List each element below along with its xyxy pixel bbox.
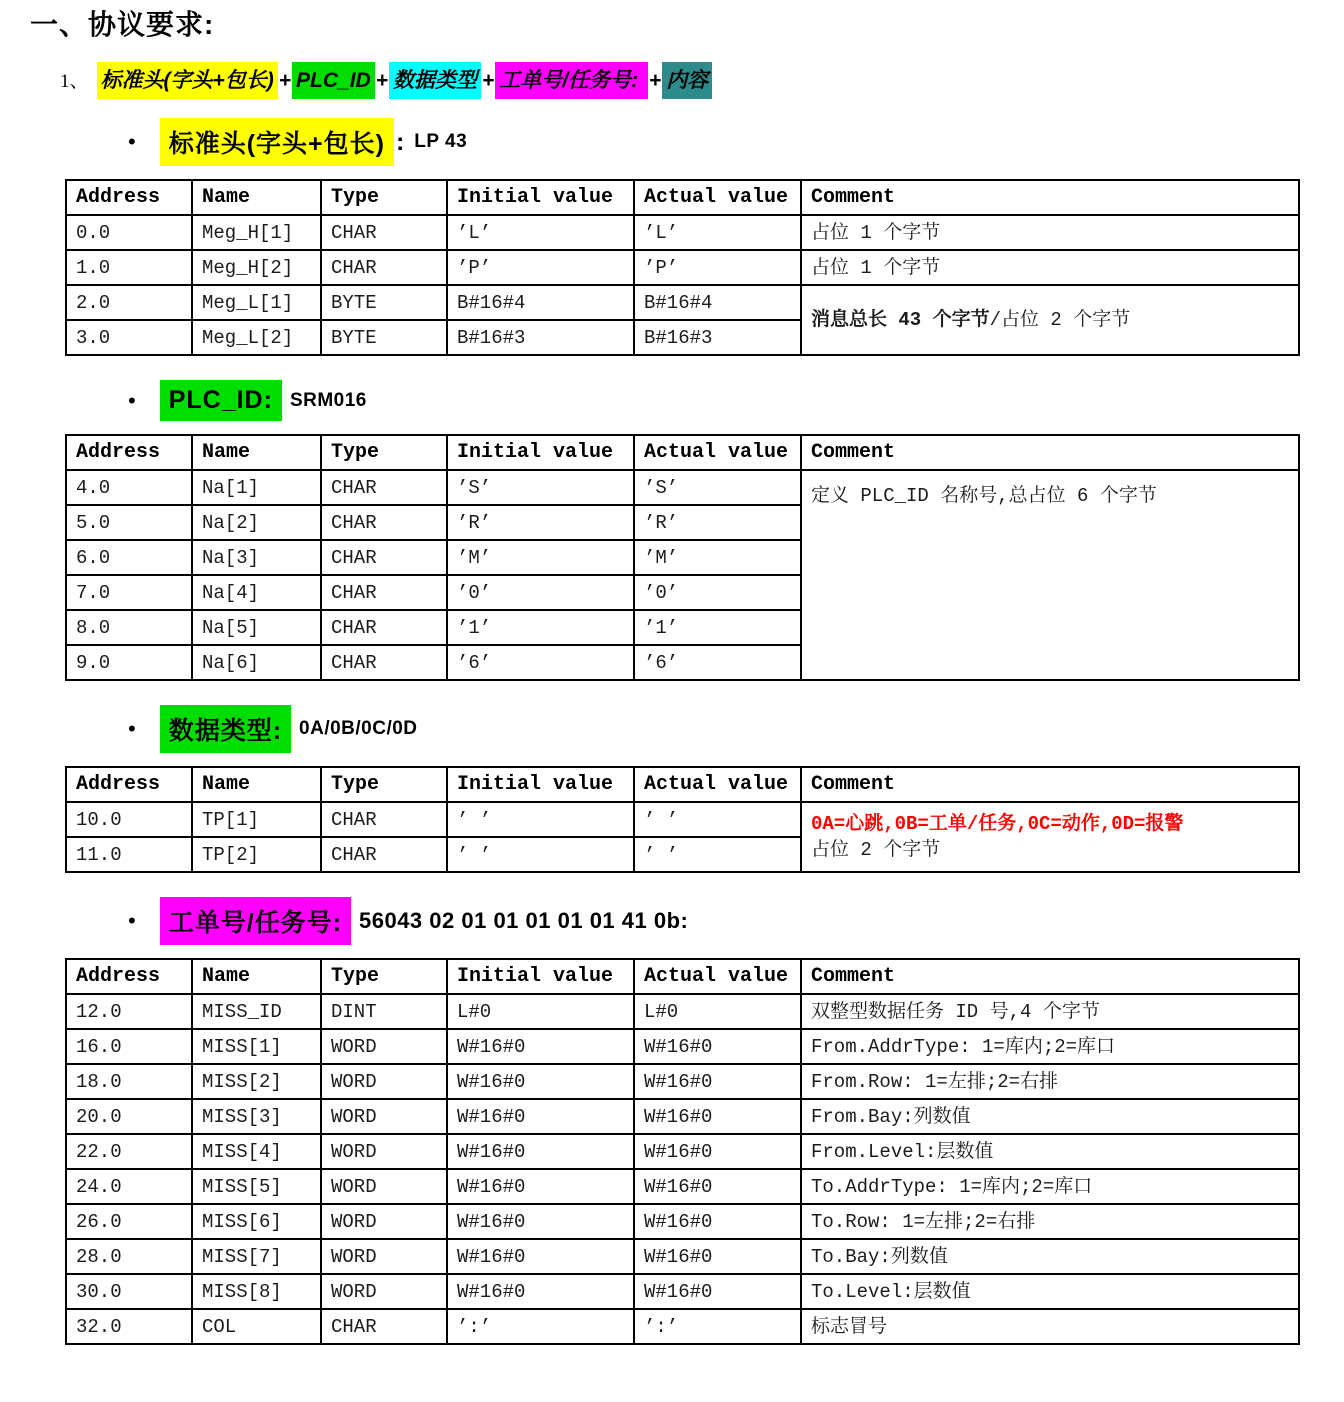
column-header: Initial value: [447, 959, 634, 994]
table-row: [66, 1029, 1299, 1064]
comment-text: 双整型数据任务 ID 号,4 个字节: [811, 1000, 1100, 1023]
column-header: Address: [66, 767, 192, 802]
page-title: 一、协议要求:: [30, 9, 215, 40]
comment-cell: [801, 285, 1299, 355]
table-cell: 11.0: [66, 837, 192, 872]
table-header-row: [66, 767, 1299, 802]
comment-line: [811, 1069, 1289, 1095]
table-header-row: [66, 180, 1299, 215]
bullet-heading: [128, 380, 1314, 421]
table-cell: Meg_H[2]: [192, 250, 321, 285]
table-row: [66, 1099, 1299, 1134]
bullet-icon: •: [128, 908, 136, 933]
table-cell: ’ ’: [447, 802, 634, 837]
column-header: Comment: [801, 767, 1299, 802]
table-cell: W#16#0: [447, 1239, 634, 1274]
column-header: Name: [192, 435, 321, 470]
table-cell: 2.0: [66, 285, 192, 320]
table-cell: CHAR: [321, 645, 447, 680]
protocol-section: [30, 380, 1314, 681]
section-label: 工单号/任务号:: [160, 897, 351, 945]
comment-line: [811, 483, 1289, 509]
protocol-formula: [60, 64, 1314, 94]
table-cell: 20.0: [66, 1099, 192, 1134]
comment-line: [811, 1139, 1289, 1165]
table-cell: 7.0: [66, 575, 192, 610]
comment-line: [811, 1244, 1289, 1270]
comment-line: [811, 307, 1289, 333]
comment-cell: [801, 1239, 1299, 1274]
comment-text: 消息总长 43 个字节: [811, 309, 990, 331]
table-cell: B#16#4: [447, 285, 634, 320]
table-cell: MISS[3]: [192, 1099, 321, 1134]
column-header: Name: [192, 180, 321, 215]
table-cell: 32.0: [66, 1309, 192, 1344]
comment-line: [811, 1314, 1289, 1340]
table-cell: CHAR: [321, 837, 447, 872]
table-cell: MISS[8]: [192, 1274, 321, 1309]
comment-cell: [801, 1274, 1299, 1309]
column-header: Comment: [801, 180, 1299, 215]
table-cell: BYTE: [321, 320, 447, 355]
table-cell: W#16#0: [447, 1274, 634, 1309]
table-cell: W#16#0: [634, 1134, 801, 1169]
comment-line: [811, 220, 1289, 246]
section-label: 标准头(字头+包长): [160, 118, 394, 166]
comment-line: [811, 1279, 1289, 1305]
table-cell: WORD: [321, 1169, 447, 1204]
comment-line: [811, 1174, 1289, 1200]
column-header: Initial value: [447, 435, 634, 470]
table-cell: CHAR: [321, 802, 447, 837]
column-header: Name: [192, 767, 321, 802]
protocol-section: [30, 705, 1314, 873]
table-cell: MISS[2]: [192, 1064, 321, 1099]
comment-text: To.Row: 1=左排;2=右排: [811, 1210, 1036, 1233]
table-cell: L#0: [447, 994, 634, 1029]
comment-text: 占位 2 个字节: [811, 839, 941, 861]
comment-cell: [801, 802, 1299, 872]
comment-text: 标志冒号: [811, 1315, 888, 1338]
table-cell: WORD: [321, 1099, 447, 1134]
comment-cell: [801, 1134, 1299, 1169]
table-cell: 28.0: [66, 1239, 192, 1274]
column-header: Actual value: [634, 767, 801, 802]
comment-line: [811, 1209, 1289, 1235]
comment-cell: [801, 215, 1299, 250]
column-header: Comment: [801, 959, 1299, 994]
section-value: LP 43: [414, 131, 468, 152]
table-cell: MISS[7]: [192, 1239, 321, 1274]
table-row: [66, 994, 1299, 1029]
table-row: [66, 802, 1299, 837]
table-cell: W#16#0: [447, 1099, 634, 1134]
table-cell: CHAR: [321, 470, 447, 505]
bullet-icon: •: [128, 387, 136, 413]
formula-segment: +: [375, 69, 388, 92]
table-cell: 1.0: [66, 250, 192, 285]
comment-text: 0A=心跳,0B=工单/任务,0C=动作,0D=报警: [811, 813, 1184, 835]
table-cell: ’1’: [634, 610, 801, 645]
field-table: [65, 958, 1300, 1345]
column-header: Type: [321, 435, 447, 470]
bullet-heading: [128, 705, 1314, 753]
column-header: Type: [321, 180, 447, 215]
table-cell: CHAR: [321, 215, 447, 250]
table-cell: ’ ’: [634, 802, 801, 837]
comment-text: From.Row: 1=左排;2=右排: [811, 1070, 1059, 1093]
table-cell: CHAR: [321, 250, 447, 285]
table-cell: BYTE: [321, 285, 447, 320]
table-cell: ’M’: [634, 540, 801, 575]
comment-cell: [801, 1064, 1299, 1099]
column-header: Type: [321, 767, 447, 802]
formula-segment: 数据类型: [389, 62, 481, 99]
table-row: [66, 1274, 1299, 1309]
comment-text: 占位 1 个字节: [811, 221, 941, 244]
table-cell: ’:’: [447, 1309, 634, 1344]
table-cell: W#16#0: [634, 1064, 801, 1099]
bullet-icon: •: [128, 129, 136, 154]
table-row: [66, 1134, 1299, 1169]
table-cell: W#16#0: [447, 1134, 634, 1169]
table-cell: ’6’: [447, 645, 634, 680]
table-row: [66, 285, 1299, 320]
table-row: [66, 1204, 1299, 1239]
table-cell: Na[3]: [192, 540, 321, 575]
section-label: PLC_ID:: [160, 380, 282, 421]
formula-segment: PLC_ID: [292, 62, 375, 99]
table-cell: ’L’: [447, 215, 634, 250]
table-cell: ’P’: [634, 250, 801, 285]
formula-segment: 标准头(字头+包长): [97, 62, 278, 99]
column-header: Address: [66, 959, 192, 994]
field-table: [65, 766, 1300, 873]
table-cell: 12.0: [66, 994, 192, 1029]
table-cell: ’1’: [447, 610, 634, 645]
table-cell: ’0’: [634, 575, 801, 610]
comment-text: To.AddrType: 1=库内;2=库口: [811, 1175, 1093, 1198]
comment-text: 占位 1 个字节: [811, 256, 941, 279]
protocol-section: [30, 118, 1314, 356]
table-cell: ’ ’: [634, 837, 801, 872]
table-cell: 0.0: [66, 215, 192, 250]
section-label-colon: :: [395, 127, 405, 156]
comment-text: From.Level:层数值: [811, 1140, 994, 1163]
table-cell: MISS[5]: [192, 1169, 321, 1204]
table-cell: ’S’: [634, 470, 801, 505]
comment-cell: [801, 994, 1299, 1029]
table-cell: 3.0: [66, 320, 192, 355]
table-cell: CHAR: [321, 540, 447, 575]
table-cell: WORD: [321, 1239, 447, 1274]
section-value: 0A/0B/0C/0D: [299, 718, 418, 739]
column-header: Address: [66, 180, 192, 215]
table-cell: W#16#0: [634, 1099, 801, 1134]
column-header: Initial value: [447, 180, 634, 215]
column-header: Type: [321, 959, 447, 994]
comment-cell: [801, 250, 1299, 285]
table-cell: CHAR: [321, 1309, 447, 1344]
table-cell: W#16#0: [447, 1169, 634, 1204]
comment-line: [811, 837, 1289, 863]
table-cell: 24.0: [66, 1169, 192, 1204]
comment-cell: [801, 470, 1299, 680]
table-cell: 10.0: [66, 802, 192, 837]
table-cell: 22.0: [66, 1134, 192, 1169]
table-cell: DINT: [321, 994, 447, 1029]
column-header: Actual value: [634, 435, 801, 470]
field-table: [65, 434, 1300, 681]
table-cell: ’P’: [447, 250, 634, 285]
table-cell: WORD: [321, 1134, 447, 1169]
bullet-icon: •: [128, 716, 136, 741]
table-cell: WORD: [321, 1274, 447, 1309]
table-cell: Na[4]: [192, 575, 321, 610]
comment-cell: [801, 1029, 1299, 1064]
table-cell: W#16#0: [447, 1029, 634, 1064]
comment-line: [811, 1104, 1289, 1130]
table-cell: MISS[4]: [192, 1134, 321, 1169]
bullet-heading: [128, 897, 1314, 945]
table-cell: 6.0: [66, 540, 192, 575]
column-header: Actual value: [634, 959, 801, 994]
formula-segment: 工单号/任务号:: [495, 62, 648, 99]
table-cell: WORD: [321, 1064, 447, 1099]
field-table: [65, 179, 1300, 356]
section-value: 56043 02 01 01 01 01 01 41 0b:: [358, 908, 689, 933]
comment-text: /占位 2 个字节: [989, 309, 1131, 331]
table-cell: ’R’: [447, 505, 634, 540]
table-cell: W#16#0: [447, 1064, 634, 1099]
table-cell: COL: [192, 1309, 321, 1344]
comment-text: To.Bay:列数值: [811, 1245, 948, 1268]
table-row: [66, 1239, 1299, 1274]
comment-cell: [801, 1169, 1299, 1204]
table-cell: TP[2]: [192, 837, 321, 872]
table-cell: ’S’: [447, 470, 634, 505]
column-header: Actual value: [634, 180, 801, 215]
table-cell: TP[1]: [192, 802, 321, 837]
column-header: Comment: [801, 435, 1299, 470]
comment-cell: [801, 1099, 1299, 1134]
table-row: [66, 215, 1299, 250]
comment-cell: [801, 1204, 1299, 1239]
table-header-row: [66, 959, 1299, 994]
table-cell: L#0: [634, 994, 801, 1029]
table-cell: W#16#0: [447, 1204, 634, 1239]
comment-line: [811, 1034, 1289, 1060]
table-cell: WORD: [321, 1029, 447, 1064]
comment-text: From.AddrType: 1=库内;2=库口: [811, 1035, 1116, 1058]
formula-segment: +: [648, 69, 662, 92]
comment-line: [811, 999, 1289, 1025]
table-cell: Na[2]: [192, 505, 321, 540]
table-cell: CHAR: [321, 575, 447, 610]
table-cell: 4.0: [66, 470, 192, 505]
table-cell: ’:’: [634, 1309, 801, 1344]
table-row: [66, 1169, 1299, 1204]
table-cell: Na[5]: [192, 610, 321, 645]
table-row: [66, 250, 1299, 285]
column-header: Initial value: [447, 767, 634, 802]
table-cell: B#16#4: [634, 285, 801, 320]
table-cell: Meg_L[1]: [192, 285, 321, 320]
bullet-heading: [128, 118, 1314, 166]
table-cell: WORD: [321, 1204, 447, 1239]
table-row: [66, 1309, 1299, 1344]
table-cell: ’R’: [634, 505, 801, 540]
table-cell: ’ ’: [447, 837, 634, 872]
comment-line: [811, 811, 1289, 837]
table-cell: Meg_H[1]: [192, 215, 321, 250]
table-cell: MISS_ID: [192, 994, 321, 1029]
column-header: Address: [66, 435, 192, 470]
table-cell: 16.0: [66, 1029, 192, 1064]
table-cell: ’M’: [447, 540, 634, 575]
table-cell: B#16#3: [634, 320, 801, 355]
table-cell: CHAR: [321, 610, 447, 645]
table-cell: ’6’: [634, 645, 801, 680]
section-label: 数据类型:: [160, 705, 291, 753]
list-item-number: 1、: [60, 71, 89, 92]
comment-text: To.Level:层数值: [811, 1280, 971, 1303]
comment-cell: [801, 1309, 1299, 1344]
table-cell: W#16#0: [634, 1239, 801, 1274]
formula-segment: 内容: [662, 62, 712, 99]
table-cell: 9.0: [66, 645, 192, 680]
table-cell: CHAR: [321, 505, 447, 540]
table-cell: 26.0: [66, 1204, 192, 1239]
table-row: [66, 470, 1299, 505]
table-cell: W#16#0: [634, 1029, 801, 1064]
table-cell: Meg_L[2]: [192, 320, 321, 355]
table-cell: B#16#3: [447, 320, 634, 355]
table-row: [66, 1064, 1299, 1099]
table-cell: Na[6]: [192, 645, 321, 680]
comment-line: [811, 255, 1289, 281]
comment-text: 定义 PLC_ID 名称号,总占位 6 个字节: [811, 485, 1157, 507]
table-cell: MISS[6]: [192, 1204, 321, 1239]
column-header: Name: [192, 959, 321, 994]
table-cell: MISS[1]: [192, 1029, 321, 1064]
table-cell: W#16#0: [634, 1274, 801, 1309]
table-cell: ’0’: [447, 575, 634, 610]
formula-segment: +: [481, 69, 495, 92]
section-value: SRM016: [289, 389, 367, 411]
table-cell: Na[1]: [192, 470, 321, 505]
table-cell: 8.0: [66, 610, 192, 645]
comment-text: From.Bay:列数值: [811, 1105, 971, 1128]
table-cell: ’L’: [634, 215, 801, 250]
table-cell: 30.0: [66, 1274, 192, 1309]
table-header-row: [66, 435, 1299, 470]
table-cell: W#16#0: [634, 1169, 801, 1204]
table-cell: 18.0: [66, 1064, 192, 1099]
formula-segment: +: [278, 69, 292, 92]
protocol-section: [30, 897, 1314, 1345]
table-cell: 5.0: [66, 505, 192, 540]
table-cell: W#16#0: [634, 1204, 801, 1239]
